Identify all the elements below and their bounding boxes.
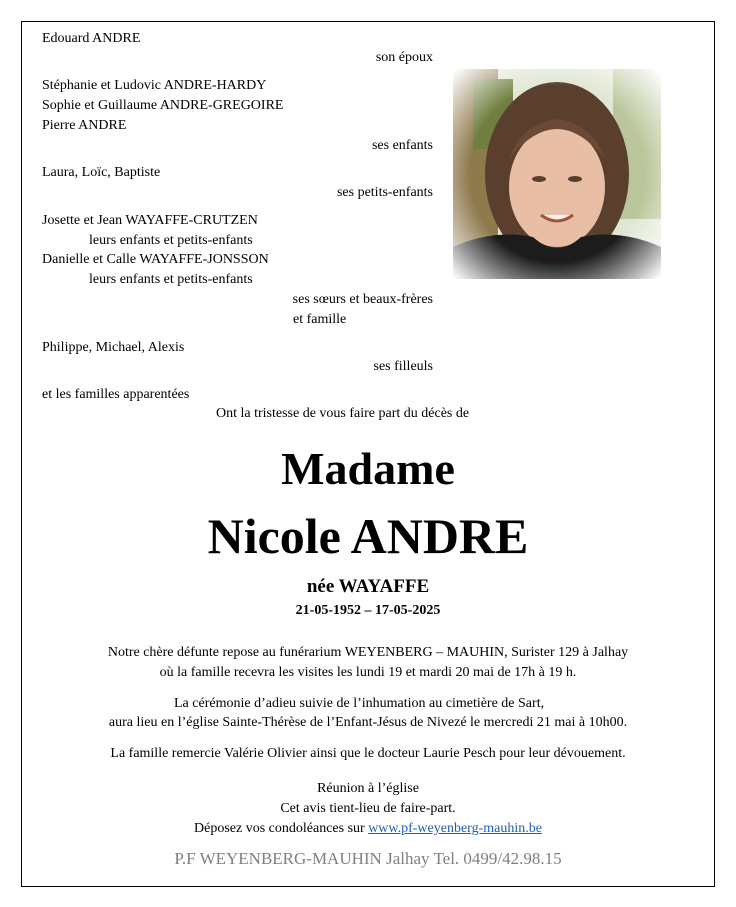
deceased-name: Nicole ANDRE [207, 508, 529, 564]
children-role: ses enfants [371, 138, 433, 153]
detail-ceremony: La cérémonie d’adieu suivie de l’inhumation au cimetière de Sart, [174, 696, 545, 711]
child-1: Stéphanie et Ludovic ANDRE-HARDY [42, 78, 267, 93]
siblings-role: ses sœurs et beaux-frères [292, 292, 433, 307]
sibling-2-sub: leurs enfants et petits-enfants [89, 272, 253, 287]
condolences-line [0, 820, 736, 837]
life-dates: 21-05-1952 – 17-05-2025 [295, 603, 441, 618]
deceased-title: Madame [281, 443, 455, 494]
detail-thanks: La famille remercie Valérie Olivier ainsi que le docteur Laurie Pesch pour leur dévouement. [110, 746, 626, 761]
detail-notice: Cet avis tient-lieu de faire-part. [280, 801, 456, 816]
sibling-1: Josette et Jean WAYAFFE-CRUTZEN [42, 213, 258, 228]
sibling-2: Danielle et Calle WAYAFFE-JONSSON [42, 252, 269, 267]
siblings-role-family: et famille [293, 312, 347, 327]
sibling-1-sub: leurs enfants et petits-enfants [89, 233, 253, 248]
spouse-role: son époux [375, 50, 433, 65]
condolences-prefix: Déposez vos condoléances sur [194, 821, 369, 836]
godchildren-role: ses filleuls [373, 359, 433, 374]
detail-church: aura lieu en l’église Sainte-Thérèse de l’Enfant-Jésus de Nivezé le mercredi 21 mai à 10h00. [108, 715, 628, 730]
announcement: Ont la tristesse de vous faire part du décès de [216, 406, 470, 421]
spouse-name: Edouard ANDRE [42, 31, 141, 46]
grandchildren-role: ses petits-enfants [336, 185, 433, 200]
maiden-name: née WAYAFFE [306, 576, 430, 597]
detail-rest-location: Notre chère défunte repose au funérarium WEYENBERG – MAUHIN, Surister 129 à Jalhay [107, 645, 629, 660]
godchildren: Philippe, Michael, Alexis [42, 340, 185, 355]
condolences-link[interactable]: www.pf-weyenberg-mauhin.be [368, 821, 542, 836]
child-2: Sophie et Guillaume ANDRE-GREGOIRE [42, 98, 284, 113]
detail-visits: où la famille recevra les visites les lundi 19 et mardi 20 mai de 17h à 19 h. [159, 665, 577, 680]
child-3: Pierre ANDRE [42, 118, 127, 133]
portrait-photo [453, 69, 661, 279]
detail-meeting: Réunion à l’église [317, 781, 419, 796]
grandchildren: Laura, Loïc, Baptiste [42, 165, 161, 180]
funeral-home-footer: P.F WEYENBERG-MAUHIN Jalhay Tel. 0499/42.98.15 [174, 849, 562, 868]
portrait-image [453, 69, 661, 279]
related-families: et les familles apparentées [42, 387, 190, 402]
